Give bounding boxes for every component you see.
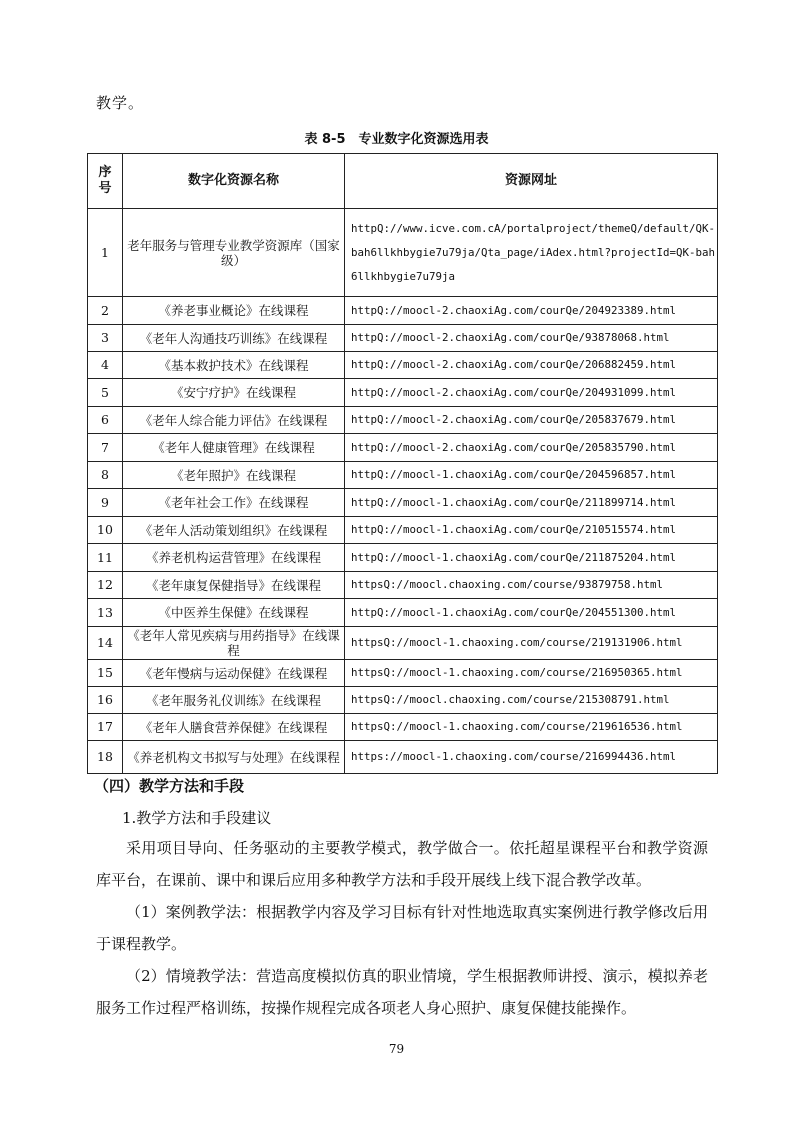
row-resource-name: 《养老机构文书拟写与处理》在线课程 xyxy=(123,741,345,774)
row-resource-name: 《老年人活动策划组织》在线课程 xyxy=(123,517,345,544)
row-url: httpQ://moocl-2.chaoxiAg.com/courQe/93878068.html xyxy=(345,325,718,352)
table-row xyxy=(88,352,718,379)
row-num: 12 xyxy=(88,572,123,599)
table-row xyxy=(88,297,718,325)
row-num: 14 xyxy=(88,627,123,660)
table-row xyxy=(88,434,718,462)
row-resource-name: 《老年康复保健指导》在线课程 xyxy=(123,572,345,599)
row-num: 15 xyxy=(88,660,123,687)
row-resource-name: 《老年人膳食营养保健》在线课程 xyxy=(123,714,345,741)
table-row xyxy=(88,209,718,297)
table-caption: 表 8-5 专业数字化资源选用表 xyxy=(304,132,489,147)
table-row xyxy=(88,714,718,741)
row-url: httpQ://moocl-1.chaoxiAg.com/courQe/211899714.html xyxy=(345,489,718,517)
table-row xyxy=(88,379,718,407)
row-resource-name: 《老年慢病与运动保健》在线课程 xyxy=(123,660,345,687)
section-title: （四）教学方法和手段 xyxy=(94,777,245,795)
row-num: 7 xyxy=(88,434,123,462)
row-num: 6 xyxy=(88,407,123,434)
row-num: 8 xyxy=(88,462,123,489)
row-resource-name: 《老年服务礼仪训练》在线课程 xyxy=(123,687,345,714)
row-url: httpsQ://moocl-1.chaoxing.com/course/219131906.html xyxy=(345,627,718,660)
row-url: httpsQ://moocl.chaoxing.com/course/93879758.html xyxy=(345,572,718,599)
table-row xyxy=(88,407,718,434)
row-num: 16 xyxy=(88,687,123,714)
row-url: httpQ://moocl-2.chaoxiAg.com/courQe/206882459.html xyxy=(345,352,718,379)
table-row xyxy=(88,627,718,660)
row-url: httpsQ://moocl-1.chaoxing.com/course/219616536.html xyxy=(345,714,718,741)
row-num: 1 xyxy=(88,209,123,297)
row-url: https://moocl-1.chaoxing.com/course/216994436.html xyxy=(345,741,718,774)
table-row xyxy=(88,660,718,687)
row-num: 17 xyxy=(88,714,123,741)
table-row xyxy=(88,544,718,572)
row-resource-name: 老年服务与管理专业教学资源库（国家级） xyxy=(123,209,345,297)
row-num: 9 xyxy=(88,489,123,517)
row-resource-name: 《养老机构运营管理》在线课程 xyxy=(123,544,345,572)
table-row xyxy=(88,572,718,599)
paragraph-2: （1）案例教学法：根据教学内容及学习目标有针对性地选取真实案例进行教学修改后用于课程教学。 xyxy=(96,903,708,953)
table-row xyxy=(88,325,718,352)
row-url: httpQ://moocl-1.chaoxiAg.com/courQe/204596857.html xyxy=(345,462,718,489)
row-num: 11 xyxy=(88,544,123,572)
row-url: httpQ://moocl-1.chaoxiAg.com/courQe/204551300.html xyxy=(345,599,718,627)
row-num: 5 xyxy=(88,379,123,407)
table-row xyxy=(88,741,718,774)
table-header-row xyxy=(88,154,718,209)
row-url: httpQ://moocl-1.chaoxiAg.com/courQe/210515574.html xyxy=(345,517,718,544)
paragraph-1: 采用项目导向、任务驱动的主要教学模式，教学做合一。依托超星课程平台和教学资源库平台，在课前、课中和课后应用多种教学方法和手段开展线上线下混合教学改革。 xyxy=(96,839,708,889)
header-url: 资源网址 xyxy=(345,154,718,209)
row-url: httpsQ://moocl.chaoxing.com/course/215308791.html xyxy=(345,687,718,714)
row-num: 13 xyxy=(88,599,123,627)
table-row xyxy=(88,462,718,489)
table-row xyxy=(88,687,718,714)
row-num: 18 xyxy=(88,741,123,774)
row-url: httpsQ://moocl-1.chaoxing.com/course/216950365.html xyxy=(345,660,718,687)
table-row xyxy=(88,489,718,517)
paragraph-3: （2）情境教学法：营造高度模拟仿真的职业情境，学生根据教师讲授、演示，模拟养老服务工作过程严格训练，按操作规程完成各项老人身心照护、康复保健技能操作。 xyxy=(96,967,708,1017)
resource-table xyxy=(87,153,718,774)
row-num: 3 xyxy=(88,325,123,352)
row-num: 10 xyxy=(88,517,123,544)
row-resource-name: 《老年社会工作》在线课程 xyxy=(123,489,345,517)
subsection-title: 1.教学方法和手段建议 xyxy=(122,809,272,827)
row-resource-name: 《老年人综合能力评估》在线课程 xyxy=(123,407,345,434)
row-resource-name: 《安宁疗护》在线课程 xyxy=(123,379,345,407)
header-num: 序 号 xyxy=(88,154,123,209)
row-resource-name: 《老年人沟通技巧训练》在线课程 xyxy=(123,325,345,352)
intro-tail-text: 教学。 xyxy=(96,94,145,112)
row-num: 4 xyxy=(88,352,123,379)
row-resource-name: 《养老事业概论》在线课程 xyxy=(123,297,345,325)
row-url: httpQ://moocl-2.chaoxiAg.com/courQe/205837679.html xyxy=(345,407,718,434)
row-resource-name: 《老年照护》在线课程 xyxy=(123,462,345,489)
row-num: 2 xyxy=(88,297,123,325)
row-resource-name: 《老年人健康管理》在线课程 xyxy=(123,434,345,462)
table-row xyxy=(88,517,718,544)
row-url: httpQ://moocl-1.chaoxiAg.com/courQe/211875204.html xyxy=(345,544,718,572)
row-url: httpQ://moocl-2.chaoxiAg.com/courQe/204931099.html xyxy=(345,379,718,407)
row-resource-name: 《老年人常见疾病与用药指导》在线课程 xyxy=(123,627,345,660)
row-url: httpQ://moocl-2.chaoxiAg.com/courQe/204923389.html xyxy=(345,297,718,325)
row-resource-name: 《基本救护技术》在线课程 xyxy=(123,352,345,379)
table-row xyxy=(88,599,718,627)
row-url: httpQ://www.icve.com.cA/portalproject/themeQ/default/QK-bah6llkhbygie7u79ja/Qta_page/iAdex.html?projectId=QK-bah6llkhbygie7u79ja xyxy=(345,209,718,297)
page-number: 79 xyxy=(388,1042,405,1056)
row-url: httpQ://moocl-2.chaoxiAg.com/courQe/205835790.html xyxy=(345,434,718,462)
row-resource-name: 《中医养生保健》在线课程 xyxy=(123,599,345,627)
header-name: 数字化资源名称 xyxy=(123,154,345,209)
